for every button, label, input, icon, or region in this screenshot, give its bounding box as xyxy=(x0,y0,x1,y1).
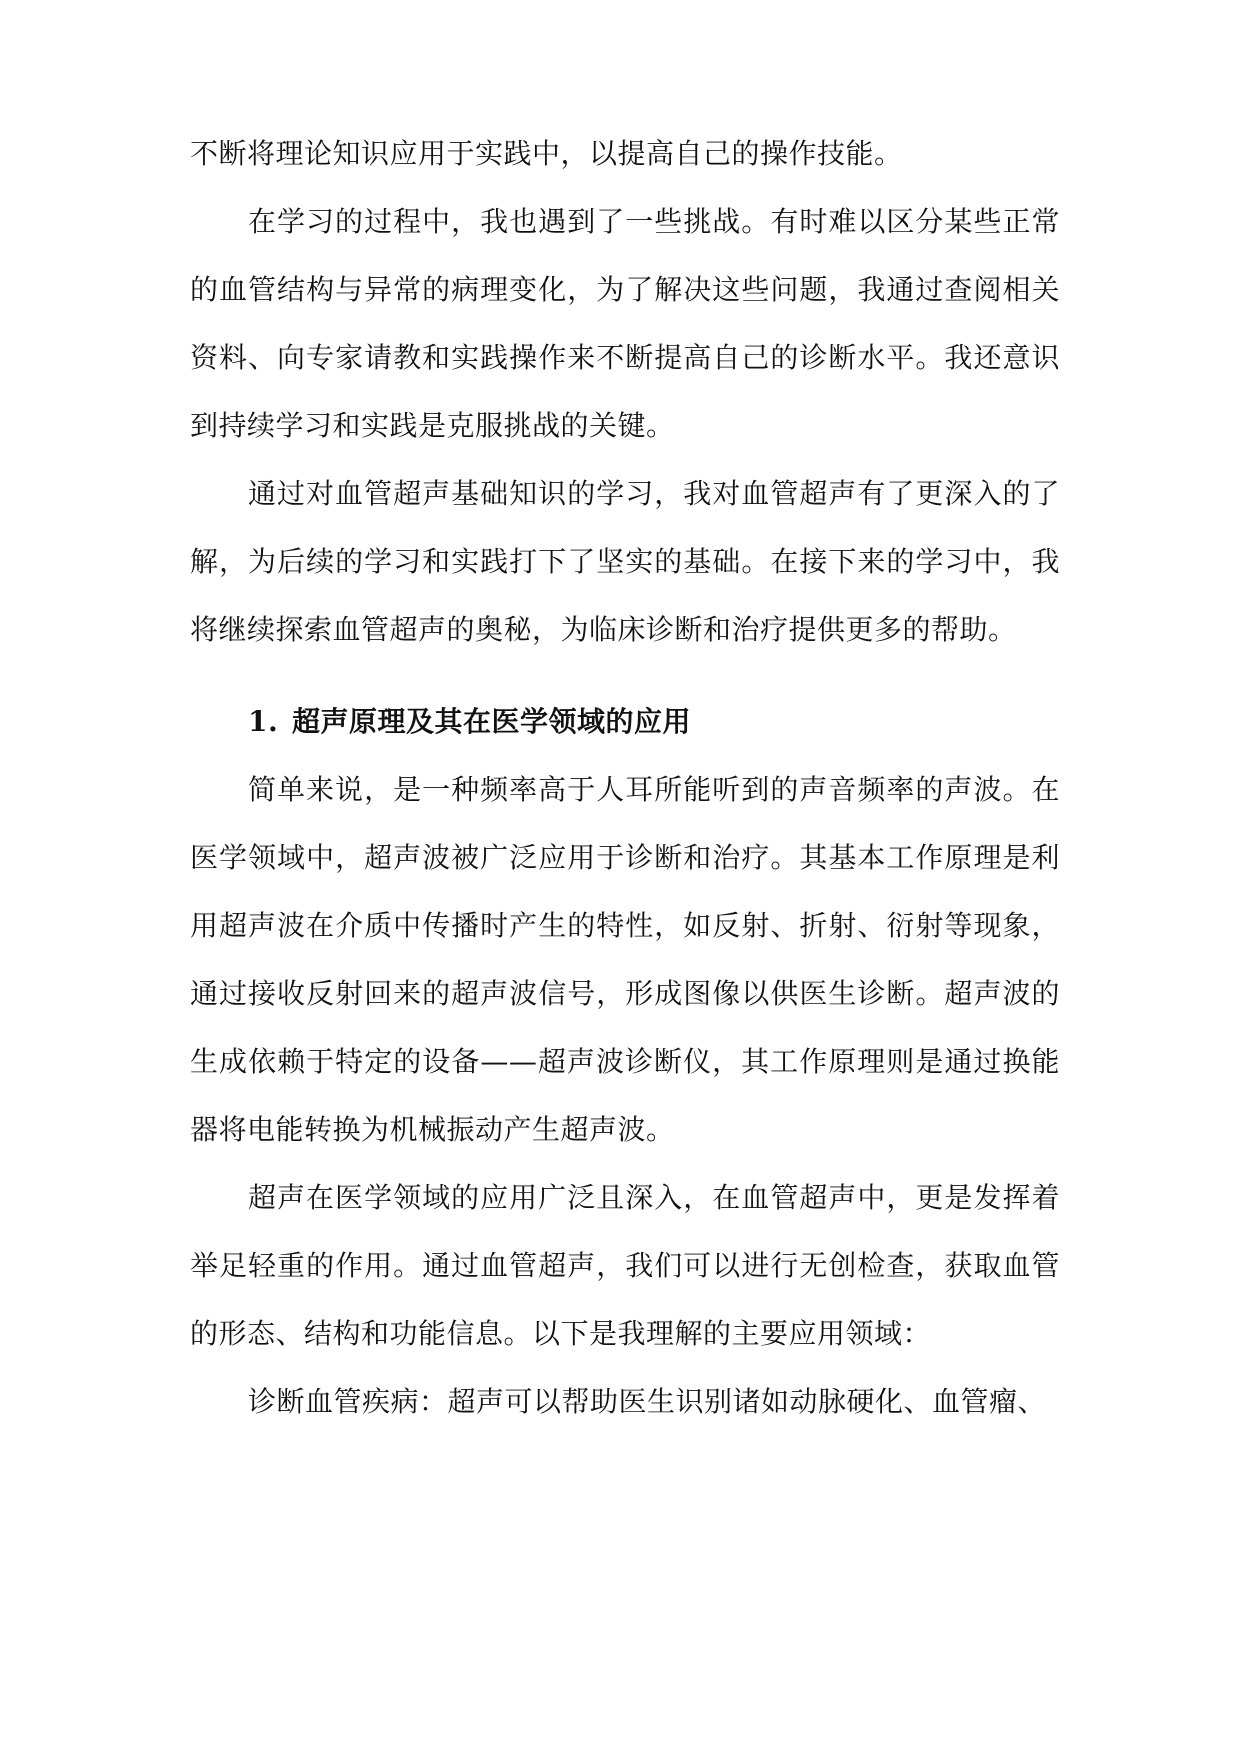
paragraph-continuation: 不断将理论知识应用于实践中，以提高自己的操作技能。 xyxy=(190,137,903,170)
section-heading xyxy=(248,688,1048,756)
paragraph-challenges: 在学习的过程中，我也遇到了一些挑战。有时难以区分某些正常的血管结构与异常的病理变化，为了解决这些问题，我通过查阅相关资料、向专家请教和实践操作来不断提高自己的诊断水平。我还意识到持续学习和实践是克服挑战的关键。 xyxy=(190,205,1060,442)
section-number: 1. xyxy=(248,705,279,738)
paragraph-applications: 超声在医学领域的应用广泛且深入，在血管超声中，更是发挥着举足轻重的作用。通过血管超声，我们可以进行无创检查，获取血管的形态、结构和功能信息。以下是我理解的主要应用领域： xyxy=(190,1181,1060,1350)
paragraph-summary: 通过对血管超声基础知识的学习，我对血管超声有了更深入的了解，为后续的学习和实践打下了坚实的基础。在接下来的学习中，我将继续探索血管超声的奥秘，为临床诊断和治疗提供更多的帮助。 xyxy=(190,477,1060,646)
paragraph-ultrasound-principle: 简单来说，是一种频率高于人耳所能听到的声音频率的声波。在医学领域中，超声波被广泛应用于诊断和治疗。其基本工作原理是利用超声波在介质中传播时产生的特性，如反射、折射、衍射等现象，通过接收反射回来的超声波信号，形成图像以供医生诊断。超声波的生成依赖于特定的设备——超声波诊断仪，其工作原理则是通过换能器将电能转换为机械振动产生超声波。 xyxy=(190,773,1060,1146)
section-title: 超声原理及其在医学领域的应用 xyxy=(292,705,692,738)
paragraph-diagnosis: 诊断血管疾病：超声可以帮助医生识别诸如动脉硬化、血管瘤、 xyxy=(248,1385,1047,1418)
